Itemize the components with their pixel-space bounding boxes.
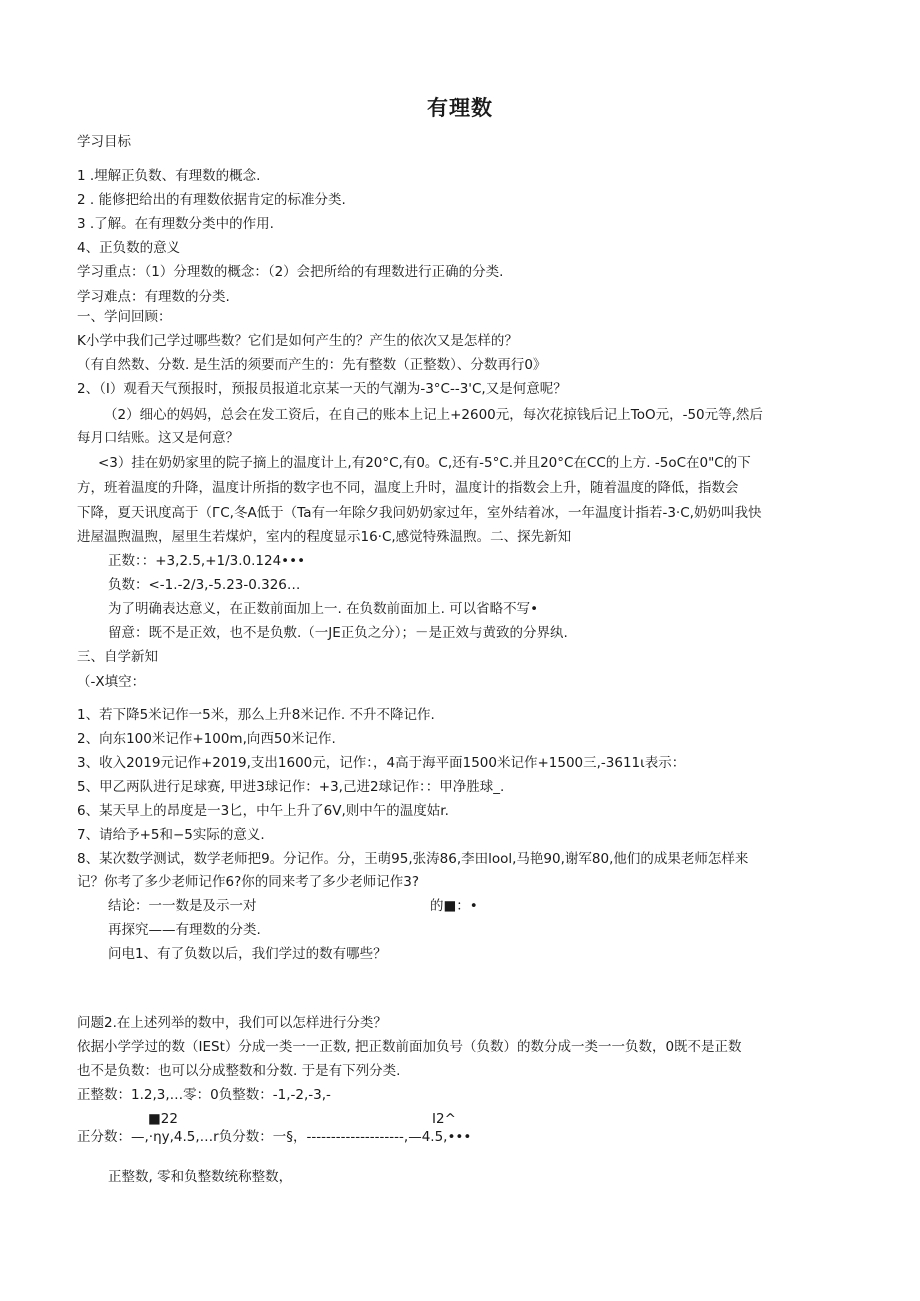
classification-text: 依据小学学过的数（IESt）分成一类一一正数, 把正数前面加负号（负数）的数分成一类一一负数，0既不是正数 <box>77 1039 742 1055</box>
fraction-numerator-left: ■22 <box>148 1111 178 1127</box>
review-question-2-part-2: （2）细心的妈妈，总会在发工资后，在自己的账本上记上+2600元，每次花掠钱后记上ToO元，-50元等,然后 <box>104 407 763 423</box>
fraction-classification: 正分数：—,·ηy,4.5,…r负分数：一§，--------------------,—4.5,••• <box>77 1129 472 1145</box>
exercise-2: 2、向东100米记作+100m,向西50米记作. <box>77 731 336 747</box>
conclusion: 结论：一一数是及示一对 <box>108 898 257 914</box>
difficult-points: 学习难点：有理数的分类. <box>77 289 230 305</box>
review-question-1: K小学中我们己学过哪些数？它们是如何产生的？产生的依次又是怎样的？ <box>77 333 518 349</box>
goal-item-1: 1 .埋解正负数、有理数的概念. <box>77 168 261 184</box>
integer-classification: 正整数：1.2,3,…零：0负整数：-1,-2,-3,- <box>77 1087 331 1103</box>
fill-blank-heading: （-X填空： <box>77 674 146 690</box>
classification-text-cont: 也不是负数：也可以分成整数和分数. 于是有下列分类. <box>77 1063 401 1079</box>
paragraph-line: 方，班着温度的升降，温度计所指的数字也不同，温度上升时，温度计的指数会上升，随着温度的降低，指数会 <box>77 480 739 496</box>
sign-note: 为了明确表达意义，在正数前面加上一. 在负数前面加上. 可以省略不写• <box>108 601 539 617</box>
section-review: 一、学问回顾： <box>77 309 172 325</box>
paragraph-line: 下降，夏天讯度高于（ГC,冬A低于（Ta有一年除夕我问奶奶家过年，室外结着冰，一年温度计指若-3·C,奶奶叫我快 <box>77 505 762 521</box>
attention-note: 留意：既不是正效，也不是负敷.（一JE正负之分）；－是正效与黄致的分界纨. <box>108 625 568 641</box>
exercise-7: 7、请给予+5和−5实际的意义. <box>77 827 265 843</box>
section-learning-goals: 学习目标 <box>77 134 131 150</box>
review-answer-1: （有自然数、分数. 是生活的须要而产生的：先有整数（正整数）、分数再行0》 <box>77 357 547 373</box>
exercise-8: 8、某次数学测试，数学老师把9。分记作。分，王萌95,张涛86,李田lool,马艳90,谢军80,他们的成果老师怎样来 <box>77 851 749 867</box>
paragraph-line: 进屋温煦温煦，屋里生若煤炉，室内的程度显示16·C,感觉特殊温煦。二、探先新知 <box>77 529 572 545</box>
goal-item-3: 3 .了解。在有理数分类中的作用. <box>77 216 274 232</box>
integer-summary: 正整数, 零和负整数统称整数， <box>108 1169 293 1185</box>
question-1: 问电1、有了负数以后，我们学过的数有哪些？ <box>108 946 387 962</box>
exercise-5: 5、甲乙两队进行足球赛, 甲进3球记作：+3,己进2球记作：：甲净胜球_. <box>77 779 505 795</box>
key-points: 学习重点：（1）分理数的概念：（2）会把所给的有理数进行正确的分类. <box>77 264 504 280</box>
negative-numbers: 负数：<-1.-2/3,-5.23-0.326… <box>108 577 301 593</box>
conclusion-tail: 的■：• <box>430 898 478 914</box>
positive-numbers: 正数：：+3,2.5,+1/3.0.124••• <box>108 553 306 569</box>
goal-item-2: 2 . 能修把给出的有理数依据肯定的标准分类. <box>77 192 346 208</box>
exercise-6: 6、某天早上的昂度是一3匕，中午上升了6V,则中午的温度姑r. <box>77 803 449 819</box>
fraction-numerator-right: I2^ <box>432 1111 456 1127</box>
goal-item-4: 4、正负数的意义 <box>77 240 181 256</box>
review-question-2-part-2-cont: 每月口结账。这又是何意？ <box>77 430 239 446</box>
review-question-2-part-3: <3）挂在奶奶家里的院子摘上的温度计上,有20°C,有0。C,还有-5°C.并且20°C在CC的上方. -5oC在0"C的下 <box>98 455 751 471</box>
exercise-1: 1、若下降5米记作一5米，那么上升8米记作. 不升不降记作. <box>77 707 435 723</box>
exercise-3: 3、收入2019元记作+2019,支出1600元，记作：，4高于海平面1500米记作+1500三,-3611ι表示： <box>77 755 686 771</box>
exercise-8-cont: 记？你考了多少老师记作6?你的同来考了多少老师记作3? <box>77 874 420 890</box>
question-2: 问题2.在上述列举的数中，我们可以怎样进行分类？ <box>77 1015 387 1031</box>
review-question-2: 2、（I）观看天气预报时，预报员报道北京某一天的气潮为-3°C--3'C,又是何意呢？ <box>77 381 567 397</box>
section-self-study: 三、自学新知 <box>77 649 158 665</box>
page-title: 有理数 <box>427 96 493 120</box>
explore-heading: 再探究——有理数的分类. <box>108 922 261 938</box>
